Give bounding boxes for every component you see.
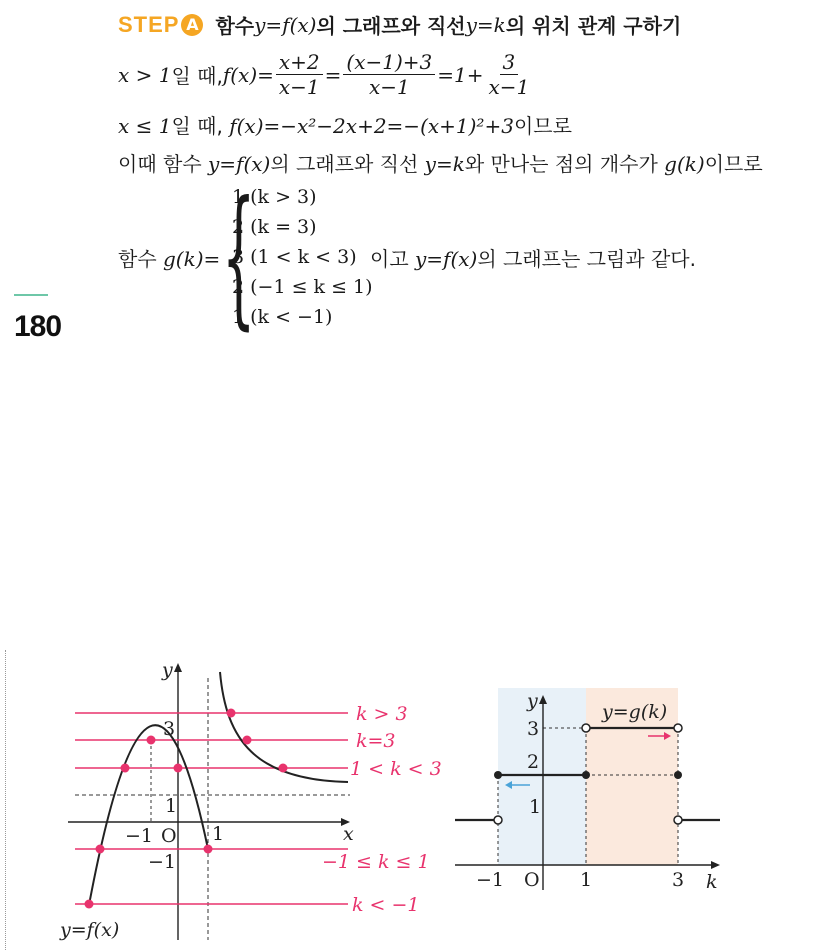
k-axis-label: k — [706, 871, 718, 893]
label-k-between: 1 < k < 3 — [350, 758, 442, 780]
graph-g — [450, 680, 730, 900]
point — [279, 764, 288, 773]
step-word: STEP — [118, 11, 180, 37]
tick-y-1: 1 — [529, 796, 542, 818]
tick-x-1: 1 — [580, 869, 593, 891]
label-k-eq-3: k=3 — [356, 730, 396, 752]
point — [85, 900, 94, 909]
line-4-left — [118, 243, 220, 272]
fraction-1 — [276, 50, 323, 99]
point — [204, 845, 213, 854]
case-3: 3 (1 < k < 3) — [232, 246, 357, 268]
l3-a: 이때 함수 — [118, 152, 208, 176]
region-blue — [498, 688, 586, 865]
l2-tail: 이므로 — [513, 114, 572, 138]
tick-y-2: 2 — [527, 751, 540, 773]
fraction-2 — [343, 50, 435, 99]
page-number: 180 — [14, 310, 62, 343]
fraction-2-den: x−1 — [368, 75, 410, 99]
brace-symbol: { — [222, 170, 256, 344]
label-k-neg1-1: −1 ≤ k ≤ 1 — [322, 851, 430, 873]
piecewise-cases — [232, 182, 373, 332]
l2-expr: f(x)=−x²−2x+2=−(x+1)²+3 — [229, 114, 514, 138]
tick-x-neg1: −1 — [125, 825, 154, 847]
line-3 — [118, 148, 763, 177]
parabola-curve — [89, 725, 208, 905]
l2-cond: x ≤ 1 — [118, 114, 172, 138]
l2-text: 일 때, — [171, 114, 230, 138]
l4-c: 의 그래프는 그림과 같다. — [477, 247, 696, 271]
step-header — [118, 10, 681, 39]
line-4-right — [370, 243, 696, 272]
page-number-bar — [14, 294, 48, 296]
closed-point — [582, 771, 590, 779]
case-4: 2 (−1 ≤ k ≤ 1) — [232, 276, 373, 298]
l4-eq: g(k)= — [163, 247, 221, 271]
open-point — [582, 724, 590, 732]
step-title-3: 의 위치 관계 구하기 — [505, 14, 682, 38]
case-1: 1 (k > 3) — [232, 186, 317, 208]
l3-eq: y=f(x) — [208, 152, 271, 176]
fraction-3 — [486, 50, 533, 99]
l4-b: 이고 — [370, 247, 415, 271]
l1-eq2: =1+ — [437, 62, 484, 87]
l3-d: 이므로 — [704, 152, 763, 176]
case-2: 2 (k = 3) — [232, 216, 317, 238]
tick-x-neg1: −1 — [476, 869, 505, 891]
origin-label: O — [161, 825, 177, 847]
point — [227, 709, 236, 718]
open-point — [674, 724, 682, 732]
k-axis-arrow — [711, 861, 720, 869]
y-axis-arrow — [174, 663, 182, 672]
l3-eq3: g(k) — [664, 152, 705, 176]
tick-y-3: 3 — [163, 718, 176, 740]
line-2 — [118, 110, 572, 139]
tick-y-neg1: −1 — [148, 851, 177, 873]
tick-y-1: 1 — [165, 795, 178, 817]
step-title-2: 의 그래프와 직선 — [316, 14, 466, 38]
step-badge: A — [181, 14, 203, 36]
step-title-eq2: y=k — [465, 12, 506, 37]
curve-label: y=f(x) — [60, 919, 120, 941]
graph-f — [0, 640, 460, 950]
l1-eq: = — [324, 62, 342, 87]
l1-text: 일 때, — [171, 64, 223, 88]
closed-point — [494, 771, 502, 779]
step-title-1: 함수 — [215, 14, 255, 38]
y-axis-2-label: y — [527, 690, 538, 712]
l3-c: 와 만나는 점의 개수가 — [464, 152, 665, 176]
case-5: 1 (k < −1) — [232, 306, 333, 328]
l1-cond: x > 1 — [118, 62, 172, 87]
point — [243, 736, 252, 745]
open-point — [494, 816, 502, 824]
point — [96, 845, 105, 854]
label-k-lt-neg1: k < −1 — [352, 894, 420, 916]
fraction-2-num: (x−1)+3 — [343, 50, 435, 75]
origin-label: O — [524, 869, 540, 891]
l3-eq2: y=k — [424, 152, 465, 176]
point — [121, 764, 130, 773]
l4-a: 함수 — [118, 247, 163, 271]
fraction-3-num: 3 — [500, 50, 519, 75]
tick-x-3: 3 — [672, 869, 685, 891]
point — [174, 764, 183, 773]
fraction-3-den: x−1 — [488, 75, 530, 99]
step-title-eq: y=f(x) — [254, 12, 317, 37]
l3-b: 의 그래프와 직선 — [270, 152, 425, 176]
label-k-gt-3: k > 3 — [356, 703, 408, 725]
graph2-title: y=g(k) — [602, 701, 668, 723]
point — [147, 736, 156, 745]
y-axis-label: y — [162, 659, 173, 681]
x-axis-label: x — [343, 823, 354, 845]
closed-point — [674, 771, 682, 779]
line-1 — [118, 50, 534, 99]
l4-eq2: y=f(x) — [415, 247, 478, 271]
fraction-1-den: x−1 — [278, 75, 320, 99]
tick-x-1: 1 — [212, 823, 225, 845]
fraction-1-num: x+2 — [276, 50, 323, 75]
open-point — [674, 816, 682, 824]
l1-fx: f(x)= — [222, 62, 274, 87]
tick-y-3: 3 — [527, 718, 540, 740]
